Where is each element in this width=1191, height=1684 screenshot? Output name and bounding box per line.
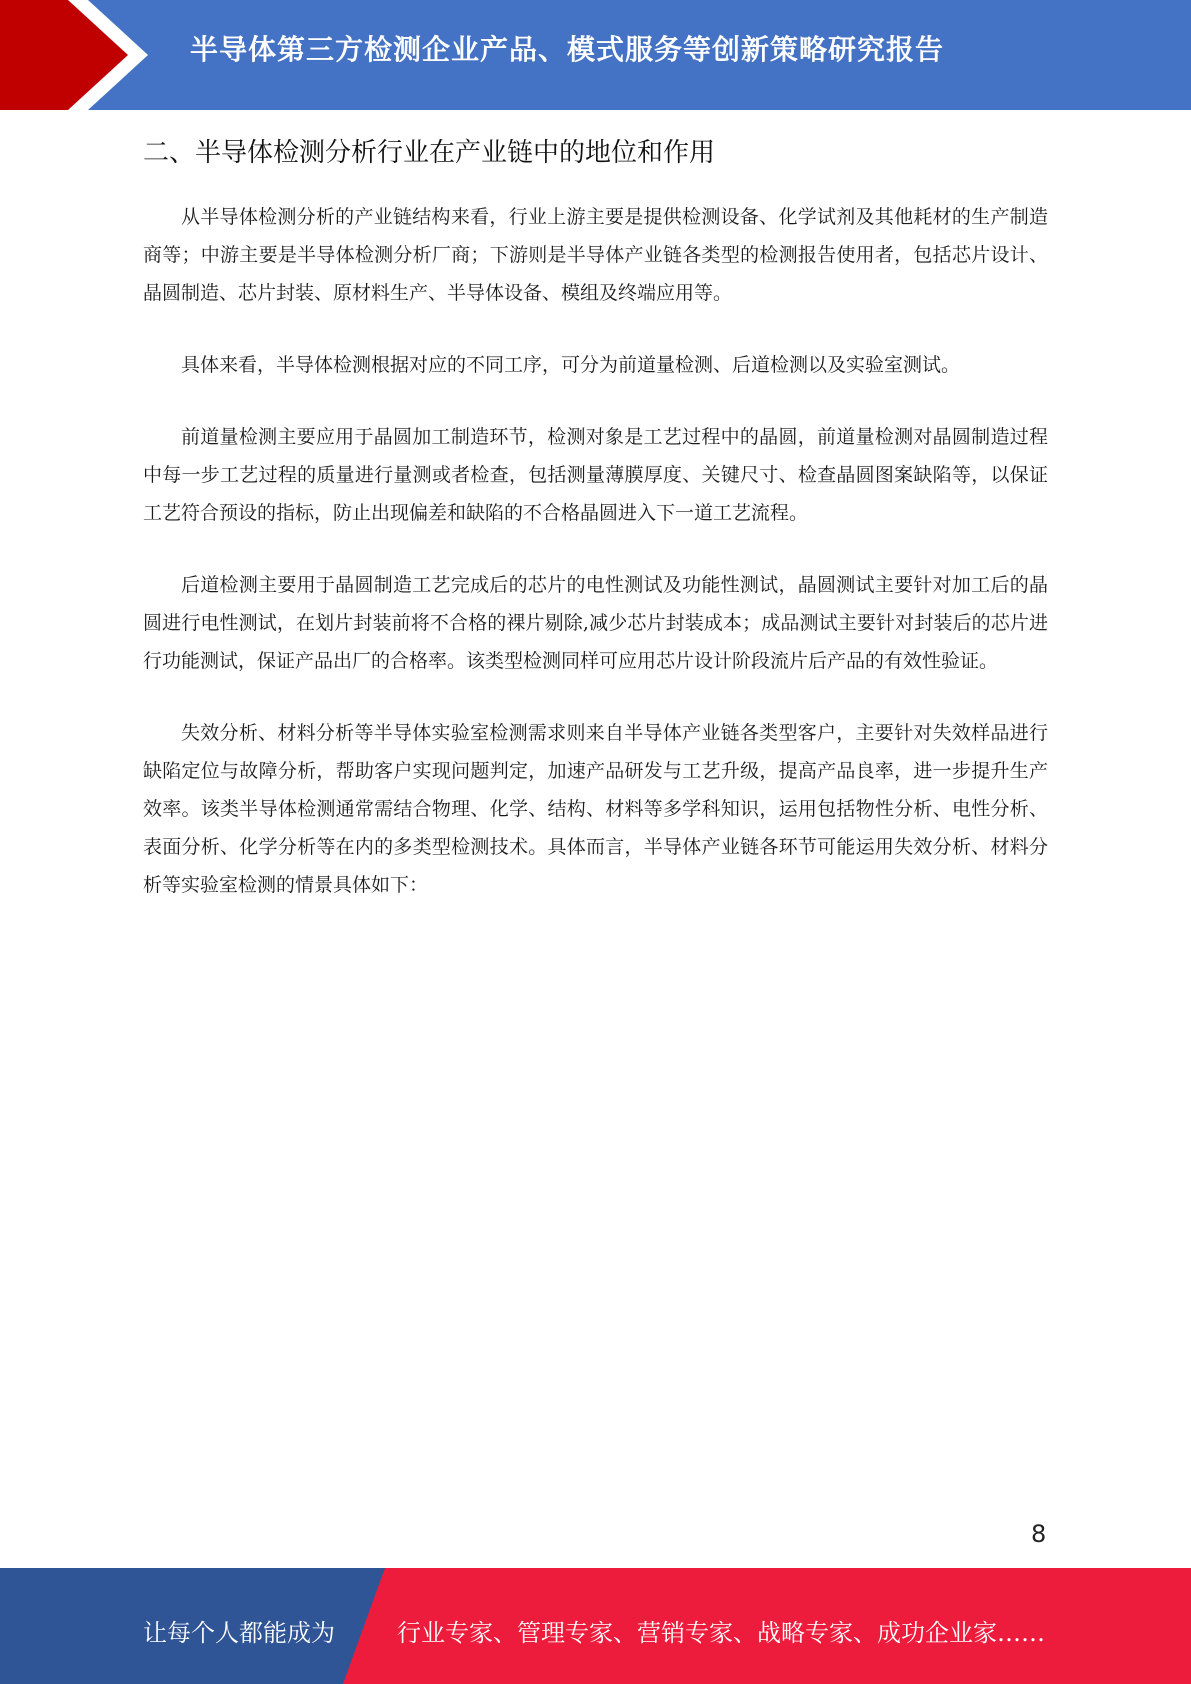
body-text: [143, 198, 1048, 938]
section-heading: 二、半导体检测分析行业在产业链中的地位和作用: [143, 138, 716, 168]
paragraph-back-end-testing: 后道检测主要用于晶圆制造工艺完成后的芯片的电性测试及功能性测试，晶圆测试主要针对加工后的晶圆进行电性测试，在划片封装前将不合格的裸片剔除,减少芯片封装成本；成品测试主要针对封装后的芯片进行功能测试，保证产品出厂的合格率。该类型检测同样可应用芯片设计阶段流片后产品的有效性验证。: [143, 574, 1048, 672]
header-banner: [0, 0, 1191, 110]
paragraph-lab-testing: 失效分析、材料分析等半导体实验室检测需求则来自半导体产业链各类型客户，主要针对失效样品进行缺陷定位与故障分析，帮助客户实现问题判定，加速产品研发与工艺升级，提高产品良率，进一步提升生产效率。该类半导体检测通常需结合物理、化学、结构、材料等多学科知识，运用包括物性分析、电性分析、表面分析、化学分析等在内的多类型检测技术。具体而言，半导体产业链各环节可能运用失效分析、材料分析等实验室检测的情景具体如下：: [143, 722, 1048, 896]
page-number: 8: [1031, 1520, 1047, 1548]
paragraph-industry-chain: 从半导体检测分析的产业链结构来看，行业上游主要是提供检测设备、化学试剂及其他耗材的生产制造商等；中游主要是半导体检测分析厂商；下游则是半导体产业链各类型的检测报告使用者，包括芯片设计、晶圆制造、芯片封装、原材料生产、半导体设备、模组及终端应用等。: [143, 206, 1048, 304]
report-title: 半导体第三方检测企业产品、模式服务等创新策略研究报告: [190, 33, 945, 66]
footer-banner: [0, 1568, 1191, 1684]
footer-slogan-left: 让每个人都能成为: [143, 1619, 335, 1647]
paragraph-process-categories: 具体来看，半导体检测根据对应的不同工序，可分为前道量检测、后道检测以及实验室测试。: [181, 354, 961, 376]
footer-slogan-right: 行业专家、管理专家、营销专家、战略专家、成功企业家……: [397, 1619, 1045, 1647]
paragraph-front-end-metrology: 前道量检测主要应用于晶圆加工制造环节，检测对象是工艺过程中的晶圆，前道量检测对晶圆制造过程中每一步工艺过程的质量进行量测或者检查，包括测量薄膜厚度、关键尺寸、检查晶圆图案缺陷等，以保证工艺符合预设的指标，防止出现偏差和缺陷的不合格晶圆进入下一道工艺流程。: [143, 426, 1048, 524]
